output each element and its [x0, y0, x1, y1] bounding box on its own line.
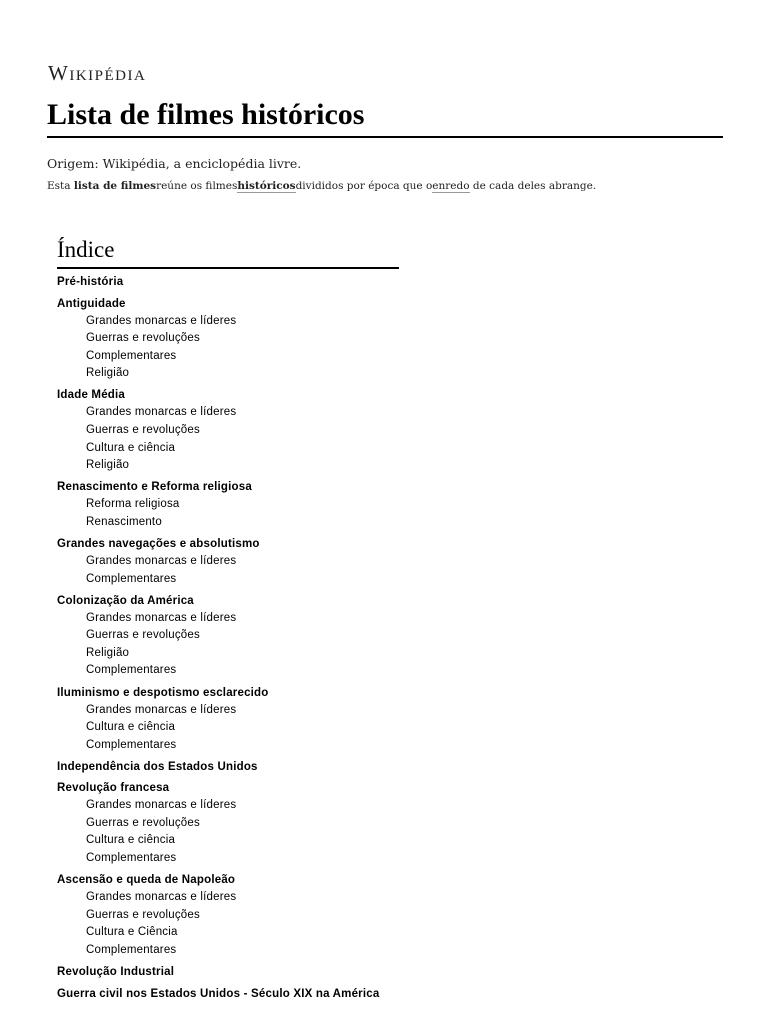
- toc-section: [57, 780, 757, 867]
- toc-subsection-link[interactable]: Complementares: [86, 943, 177, 956]
- wikipedia-logo: Wikipédia: [48, 61, 147, 85]
- toc-section-link[interactable]: Pré-história: [57, 276, 124, 288]
- intro-text-2: reúne os filmes: [156, 180, 238, 192]
- toc-section-link[interactable]: Iluminismo e despotismo esclarecido: [57, 686, 269, 699]
- toc-subsection-link[interactable]: Grandes monarcas e líderes: [86, 611, 237, 624]
- toc-subsection-link[interactable]: Grandes monarcas e líderes: [86, 799, 237, 812]
- toc-subsection-link[interactable]: Cultura e ciência: [86, 441, 176, 454]
- toc-subsection-link[interactable]: Guerras e revoluções: [86, 332, 200, 345]
- toc-subsection-list: [57, 313, 757, 383]
- toc-section-link[interactable]: Revolução francesa: [57, 782, 170, 795]
- toc-subsection-link[interactable]: Complementares: [86, 738, 177, 751]
- toc-subsection-link[interactable]: Grandes monarcas e líderes: [86, 703, 237, 716]
- intro-text-4: de cada deles abrange.: [469, 180, 597, 192]
- toc-subsection-link[interactable]: Complementares: [86, 349, 177, 362]
- toc-section: [57, 536, 757, 588]
- toc-subsection-link[interactable]: Complementares: [86, 852, 177, 865]
- toc-subsection-link[interactable]: Complementares: [86, 664, 177, 677]
- toc-section-link[interactable]: Renascimento e Reforma religiosa: [57, 481, 252, 494]
- toc-section: [57, 986, 757, 1003]
- toc-subsection-list: [57, 797, 757, 867]
- toc-subsection-link[interactable]: Grandes monarcas e líderes: [86, 314, 237, 327]
- toc-section-link[interactable]: Independência dos Estados Unidos: [57, 760, 258, 773]
- toc-subsection-link[interactable]: Cultura e ciência: [86, 721, 176, 734]
- toc-subsection-link[interactable]: Renascimento: [86, 515, 162, 528]
- toc-subsection-link[interactable]: Religião: [86, 367, 130, 380]
- toc-subsection-link[interactable]: Complementares: [86, 572, 177, 585]
- toc-subsection-link[interactable]: Reforma religiosa: [86, 498, 180, 511]
- toc-section-link[interactable]: Ascensão e queda de Napoleão: [57, 874, 236, 887]
- intro-bold-list: lista de filmes: [73, 180, 157, 192]
- toc-section: [57, 387, 757, 474]
- toc-subsection-link[interactable]: Grandes monarcas e líderes: [86, 891, 237, 904]
- toc-subsection-link[interactable]: Guerras e revoluções: [86, 423, 200, 436]
- toc-section-link[interactable]: Grandes navegações e absolutismo: [57, 537, 260, 550]
- toc-subsection-link[interactable]: Guerras e revoluções: [86, 629, 200, 642]
- toc-section-link[interactable]: Revolução Industrial: [57, 966, 175, 979]
- toc-subsection-link[interactable]: Guerras e revoluções: [86, 816, 200, 829]
- page-title: Lista de filmes históricos: [47, 98, 365, 131]
- toc-section-link[interactable]: Idade Média: [57, 389, 126, 402]
- toc-subsection-list: [57, 610, 757, 680]
- toc-section-link[interactable]: Guerra civil nos Estados Unidos - Século XIX na América: [57, 987, 380, 1000]
- toc-section: [57, 685, 757, 755]
- toc-subsection-list: [57, 702, 757, 755]
- toc-section: [57, 593, 757, 680]
- toc-heading: Índice: [57, 237, 115, 262]
- toc-section-link[interactable]: Antiguidade: [57, 297, 126, 310]
- title-divider: [47, 136, 723, 138]
- enredo-link[interactable]: enredo: [432, 180, 470, 192]
- table-of-contents: [57, 274, 757, 1007]
- toc-subsection-link[interactable]: Religião: [86, 646, 130, 659]
- origin-line: Origem: Wikipédia, a enciclopédia livre.: [47, 156, 302, 171]
- toc-subsection-list: [57, 404, 757, 474]
- toc-subsection-list: [57, 889, 757, 959]
- toc-subsection-link[interactable]: Cultura e ciência: [86, 834, 176, 847]
- toc-section: [57, 274, 757, 291]
- toc-section-link[interactable]: Colonização da América: [57, 594, 194, 607]
- toc-section: [57, 759, 757, 776]
- toc-subsection-link[interactable]: Guerras e revoluções: [86, 908, 200, 921]
- intro-text-3: divididos por época que o: [295, 180, 433, 192]
- toc-section: [57, 479, 757, 531]
- intro-paragraph: [47, 180, 596, 192]
- historicos-link[interactable]: históricos: [237, 180, 296, 192]
- toc-subsection-link[interactable]: Cultura e Ciência: [86, 926, 178, 939]
- toc-subsection-list: [57, 496, 757, 531]
- toc-divider: [57, 267, 399, 269]
- toc-subsection-link[interactable]: Grandes monarcas e líderes: [86, 406, 237, 419]
- toc-subsection-link[interactable]: Grandes monarcas e líderes: [86, 554, 237, 567]
- toc-section: [57, 872, 757, 959]
- toc-section: [57, 964, 757, 981]
- toc-subsection-link[interactable]: Religião: [86, 459, 130, 472]
- intro-text-1: Esta: [47, 180, 74, 192]
- toc-section: [57, 296, 757, 383]
- toc-subsection-list: [57, 553, 757, 588]
